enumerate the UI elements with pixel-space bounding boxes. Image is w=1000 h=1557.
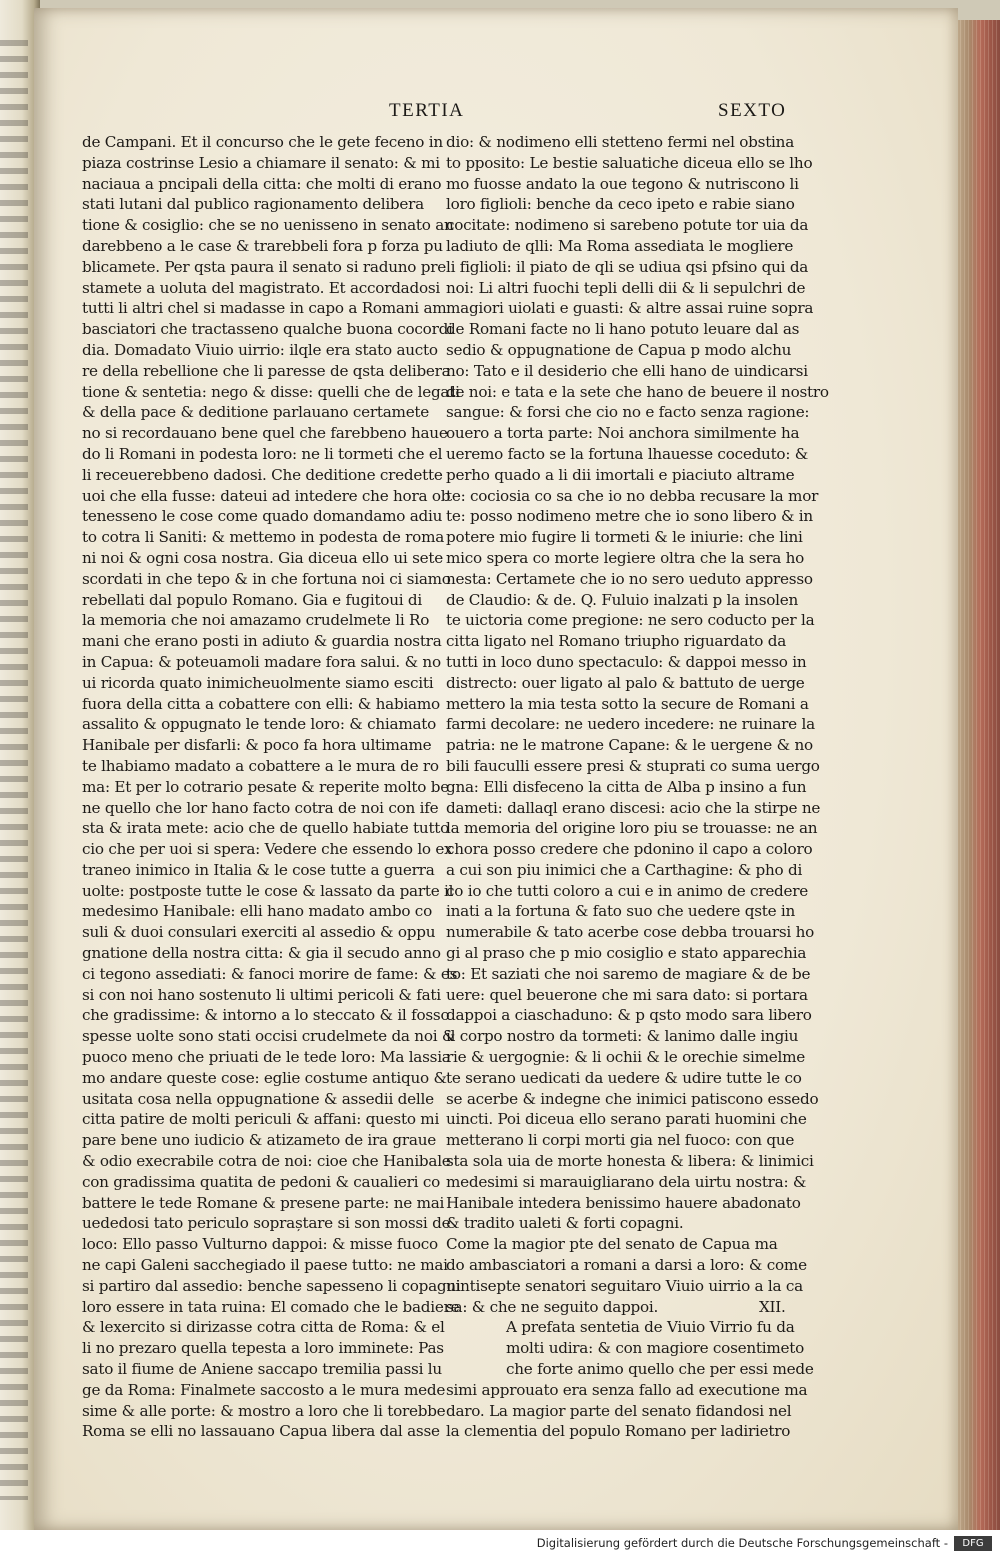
text-line: dia. Domadato Viuio uirrio: ilqle era stato aucto (82, 340, 438, 359)
text-line: sedio & oppugnatione de Capua p modo alchu (446, 340, 792, 359)
text-line: ne capi Galeni sacchegiado il paese tutto: ne mai (82, 1256, 448, 1275)
text-line: Hanibale per disfarli: & poco fa hora ultimame (82, 736, 432, 755)
text-line: a cui son piu inimici che a Carthagine: & pho di (446, 860, 803, 879)
text-line: A prefata sentetia de Viuio Virrio fu da (506, 1318, 795, 1337)
text-line: gnatione della nostra citta: & gia il secudo anno (82, 944, 441, 963)
text-line: mettero la mia testa sotto la secure de Romani a (446, 694, 809, 713)
text-line: patria: ne le matrone Capane: & le uergene & no (446, 736, 813, 755)
text-line: tenesseno le cose come quado domandamo adiu (82, 507, 443, 526)
text-line: re della rebellione che li paresse de qsta delibera (82, 361, 451, 380)
text-line: te: cociosia co sa che io no debba recusare la mor (446, 486, 819, 505)
text-line: cio che per uoi si spera: Vedere che essendo lo ex (82, 840, 453, 859)
text-line: la memoria del origine loro piu se trouasse: ne an (446, 819, 818, 838)
text-line: to cotra li Saniti: & mettemo in podesta de roma (82, 528, 445, 547)
text-line: stamete a uoluta del magistrato. Et accordadosi (82, 278, 441, 297)
text-line: loro essere in tata ruina: El comado che le badiere (82, 1297, 460, 1316)
text-line: de Claudio: & de. Q. Fuluio inalzati p la insolen (446, 590, 799, 609)
text-line: la memoria che noi amazamo crudelmete li Ro (82, 611, 430, 630)
text-line: traneo inimico in Italia & le cose tutte a guerra (82, 860, 435, 879)
text-line: uintisepte senatori seguitaro Viuio uirrio a la ca (446, 1276, 803, 1295)
text-line: magiori uiolati e guasti: & altre assai ruine sopra (446, 299, 814, 318)
text-line: ouero a torta parte: Noi anchora similmente ha (446, 424, 800, 443)
text-line: uincti. Poi diceua ello serano parati huomini che (446, 1110, 807, 1129)
text-line: dameti: dallaql erano discesi: acio che la stirpe ne (446, 798, 821, 817)
text-line: ueremo facto se la fortuna lhauesse coceduto: & (446, 444, 809, 463)
text-line: de Romani facte no li hano potuto leuare dal as (446, 320, 800, 339)
text-line: blicamete. Per qsta paura il senato si raduno pre (82, 257, 446, 276)
left-text-column (82, 132, 461, 1442)
text-line: rebellati dal populo Romano. Gia e fugitoui di (82, 590, 422, 609)
text-line: de Campani. Et il concurso che le gete feceno in (82, 133, 443, 151)
text-line: tione & sentetia: nego & disse: quelli che de legati (82, 382, 460, 401)
text-line: si partiro dal assedio: benche sapesseno li copagni (82, 1276, 461, 1295)
text-line: medesimi si marauigliarano dela uirtu nostra: & (446, 1172, 807, 1191)
text-line: uededosi tato periculo sopraștare si son mossi de (82, 1214, 451, 1233)
text-line: chora posso credere che pdonino il capo a coloro (446, 840, 813, 859)
text-line: daro. La magior parte del senato fidandosi nel (446, 1401, 792, 1420)
text-line: ne quello che lor hano facto cotra de noi con ife (82, 798, 439, 817)
text-line: sa: & che ne seguito dappoi. XII. (446, 1297, 786, 1316)
text-line: con gradissima quatita de pedoni & caualieri co (82, 1172, 440, 1191)
text-line: uere: quel beuerone che mi sara dato: si portara (446, 985, 808, 1004)
running-head-right: SEXTO (718, 100, 787, 121)
text-line: & lexercito si dirizasse cotra citta de Roma: & el (82, 1318, 445, 1337)
text-line: ma: Et per lo cotrario pesate & reperite molto be (82, 777, 449, 796)
funding-credit: Digitalisierung gefördert durch die Deutsche Forschungsgemeinschaft - (536, 1536, 948, 1550)
text-line: no si recordauano bene quel che farebbeno haue (82, 424, 448, 443)
text-line: il corpo nostro da tormeti: & lanimo dalle ingiu (446, 1027, 799, 1046)
text-line: ge da Roma: Finalmete saccosto a le mura mede (82, 1380, 446, 1399)
text-line: sta & irata mete: acio che de quello habiate tutto (82, 819, 450, 838)
chapter-number: XII. (759, 1297, 786, 1316)
text-line: rie & uergognie: & li ochii & le orechie simelme (446, 1048, 805, 1067)
text-line: te lhabiamo madato a cobattere a le mura de ro (82, 756, 439, 775)
text-line: dio: & nodimeno elli stetteno fermi nel obstina (446, 133, 794, 151)
text-line: tutti in loco duno spectaculo: & dappoi messo in (446, 652, 807, 671)
text-line: usitata cosa nella oppugnatione & assedii delle (82, 1089, 434, 1108)
text-line: te uictoria come pregione: ne sero coducto per la (446, 611, 815, 630)
text-line: se acerbe & indegne che inimici patiscono essedo (446, 1089, 819, 1108)
text-line: spesse uolte sono stati occisi crudelmete da noi & (82, 1027, 456, 1046)
dfg-logo: DFG (954, 1536, 992, 1551)
text-line: inati a la fortuna & fato suo che uedere qste in (446, 902, 796, 921)
text-line: assalito & oppugnato le tende loro: & chiamato (82, 715, 437, 734)
text-line: naciaua a pncipali della citta: che molti di erano (82, 174, 442, 193)
text-line: te serano uedicati da uedere & udire tutte le co (446, 1068, 802, 1087)
text-line: do ambasciatori a romani a darsi a loro: & come (446, 1256, 807, 1275)
text-line: gi al praso che p mio cosiglio e stato apparechia (446, 944, 807, 963)
text-line: citta patire de molti periculi & affani: questo mi (82, 1110, 440, 1129)
text-line: uoi che ella fusse: dateui ad intedere che hora ob (82, 486, 451, 505)
text-line: sta sola uia de morte honesta & libera: & linimici (446, 1152, 814, 1171)
text-line: Hanibale intedera benissimo hauere abadonato (446, 1193, 801, 1212)
text-line: metterano li corpi morti gia nel fuoco: con que (446, 1131, 795, 1150)
text-line: in Capua: & poteuamoli madare fora salui. & no (82, 652, 441, 671)
text-line: stati lutani dal publico ragionamento delibera (82, 195, 424, 214)
text-line: loco: Ello passo Vulturno dappoi: & misse fuoco (82, 1235, 438, 1254)
page-block-edge (952, 20, 1000, 1530)
text-line: ci tegono assediati: & fanoci morire de fame: & es (82, 964, 458, 983)
text-line: do li Romani in podesta loro: ne li tormeti che el (82, 444, 443, 463)
text-line: potere mio fugire li tormeti & le iniurie: che lini (446, 528, 803, 547)
text-line: si con noi hano sostenuto li ultimi pericoli & fati (82, 985, 441, 1004)
text-line: fuora della citta a cobattere con elli: & habiamo (82, 694, 440, 713)
text-line: Come la magior pte del senato de Capua ma (446, 1235, 778, 1254)
text-line: & odio execrabile cotra de noi: cioe che Hanibale (82, 1152, 451, 1171)
text-line: che forte animo quello che per essi mede (506, 1360, 814, 1379)
text-line: co io che tutti coloro a cui e in animo de credere (446, 881, 809, 900)
text-line: simi approuato era senza fallo ad executione ma (446, 1380, 808, 1399)
text-line: dappoi a ciaschaduno: & p qsto modo sara libero (446, 1006, 812, 1025)
text-line: basciatori che tractasseno qualche buona cocordi (82, 320, 453, 339)
text-line: darebbeno a le case & trarebbeli fora p forza pu (82, 236, 443, 255)
running-head (34, 100, 958, 130)
text-line: gna: Elli disfeceno la citta de Alba p insino a fun (446, 777, 807, 796)
text-line: cocitate: nodimeno si sarebeno potute tor uia da (446, 216, 809, 235)
text-line: to: Et saziati che noi saremo de magiare & de be (446, 964, 811, 983)
text-line: ladiuto de qlli: Ma Roma assediata le mogliere (446, 236, 794, 255)
text-line: numerabile & tato acerbe cose debba trouarsi ho (446, 923, 814, 942)
text-line: uolte: postposte tutte le cose & lassato da parte il (82, 881, 454, 900)
text-line: sato il fiume de Aniene saccapo tremilia passi lu (82, 1360, 442, 1379)
text-line: mico spera co morte legiere oltra che la sera ho (446, 548, 805, 567)
running-head-left: TERTIA (389, 100, 465, 121)
text-line: to pposito: Le bestie saluatiche diceua ello se lho (446, 153, 813, 172)
text-line: li receuerebbeno dadosi. Che deditione credette (82, 465, 443, 484)
text-line: & tradito ualeti & forti copagni. (446, 1214, 684, 1233)
text-line: perho quado a li dii imortali e piaciuto altrame (446, 465, 795, 484)
text-line: Roma se elli no lassauano Capua libera dal asse (82, 1422, 440, 1441)
text-line: loro figlioli: benche da ceco ipeto e rabie siano (446, 195, 795, 214)
text-line: & della pace & deditione parlauano certamete (82, 403, 430, 422)
text-line: li figlioli: il piato de qli se udiua qsi pfsino qui da (446, 257, 809, 276)
text-line: sime & alle porte: & mostro a loro che li torebbe (82, 1401, 446, 1420)
text-line: mo andare queste cose: eglie costume antiquo & (82, 1068, 447, 1087)
text-line: molti udira: & con magiore cosentimeto (506, 1339, 804, 1358)
text-line: puoco meno che priuati de le tede loro: Ma lassia (82, 1048, 451, 1067)
text-line: tione & cosiglio: che se no uenisseno in senato an (82, 216, 454, 235)
text-line: che gradissime: & intorno a lo steccato & il fosso (82, 1006, 450, 1025)
text-line: battere le tede Romane & presene parte: ne mai (82, 1193, 445, 1212)
text-line: no: Tato e il desiderio che elli hano de uindicarsi (446, 361, 808, 380)
text-line: mani che erano posti in adiuto & guardia nostra (82, 632, 442, 651)
right-text-column (446, 132, 829, 1442)
text-line: ni noi & ogni cosa nostra. Gia diceua ello ui sete (82, 548, 443, 567)
text-line: sangue: & forsi che cio no e facto senza ragione: (446, 403, 810, 422)
text-line: distrecto: ouer ligato al palo & battuto de uerge (446, 673, 805, 692)
text-line: suli & duoi consulari exerciti al assedio & oppu (82, 923, 436, 942)
text-line: citta ligato nel Romano triupho riguardato da (446, 632, 787, 651)
text-line: noi: Li altri fuochi tepli delli dii & li sepulchri de (446, 278, 806, 297)
text-line: la clementia del populo Romano per ladirietro (446, 1422, 791, 1441)
text-line: scordati in che tepo & in che fortuna noi ci siamo (82, 569, 451, 588)
footer-bar (0, 1530, 1000, 1557)
text-line: mo fuosse andato la oue tegono & nutrisconο li (446, 174, 799, 193)
text-line: pare bene uno iudicio & atizameto de ira graue (82, 1131, 436, 1150)
text-line: te: posso nodimeno metre che io sono libero & in (446, 507, 813, 526)
text-line: li no prezaro quella tepesta a loro imminete: Pas (82, 1339, 444, 1358)
text-line: farmi decolare: ne uedero incedere: ne ruinare la (446, 715, 815, 734)
text-line: bili fauculli essere presi & stuprati co sumа uergo (446, 756, 820, 775)
text-line: tutti li altri chel si madasse in capo a Romani am (82, 299, 447, 318)
text-line: medesimo Hanibale: elli hano madato ambo co (82, 902, 432, 921)
text-line: nesta: Certamete che io no sero ueduto appresso (446, 569, 813, 588)
text-line: ui ricorda quato inimicheuolmente siamo esciti (82, 673, 434, 692)
text-line: de noi: e tata e la sete che hano de beuere il nostro (446, 382, 829, 401)
text-line: piaza costrinse Lesio a chiamare il senato: & mi (82, 153, 440, 172)
